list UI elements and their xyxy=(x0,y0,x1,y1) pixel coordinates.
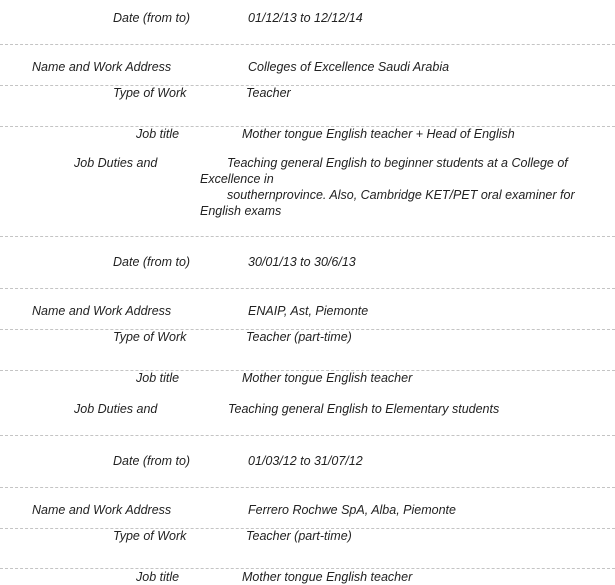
employer-label: Name and Work Address xyxy=(32,503,172,517)
date-label: Date (from to) xyxy=(113,454,191,468)
job-title-value: Mother tongue English teacher + Head of English xyxy=(242,127,515,141)
job-title-label: Job title xyxy=(136,570,180,584)
divider xyxy=(0,236,615,237)
employer-label: Name and Work Address xyxy=(32,304,172,318)
employer-label: Name and Work Address xyxy=(32,60,172,74)
job-duties-line: Excellence in xyxy=(200,172,274,186)
type-of-work-label: Type of Work xyxy=(113,529,187,543)
job-title-label: Job title xyxy=(136,371,180,385)
job-duties-label: Job Duties and xyxy=(74,156,158,170)
job-duties-text: Teaching general English to Elementary students xyxy=(228,402,500,416)
type-of-work-value: Teacher xyxy=(246,86,291,100)
job-title-value: Mother tongue English teacher xyxy=(242,570,413,584)
divider xyxy=(0,435,615,436)
date-label: Date (from to) xyxy=(113,11,191,25)
employer-value: Ferrero Rochwe SpA, Alba, Piemonte xyxy=(248,503,456,517)
job-duties-line: English exams xyxy=(200,204,282,218)
date-value: 01/03/12 to 31/07/12 xyxy=(248,454,363,468)
employer-value: Colleges of Excellence Saudi Arabia xyxy=(248,60,450,74)
type-of-work-value: Teacher (part-time) xyxy=(246,529,352,543)
job-duties-label: Job Duties and xyxy=(74,402,158,416)
divider xyxy=(0,288,615,289)
job-title-value: Mother tongue English teacher xyxy=(242,371,413,385)
date-value: 01/12/13 to 12/12/14 xyxy=(248,11,363,25)
type-of-work-label: Type of Work xyxy=(113,86,187,100)
date-value: 30/01/13 to 30/6/13 xyxy=(248,255,356,269)
job-duties-line: Teaching general English to beginner students at a College of xyxy=(227,156,568,170)
job-title-label: Job title xyxy=(136,127,180,141)
job-duties-text xyxy=(200,155,610,219)
divider xyxy=(0,44,615,45)
employer-value: ENAIP, Ast, Piemonte xyxy=(248,304,369,318)
divider xyxy=(0,487,615,488)
divider xyxy=(0,85,615,86)
date-label: Date (from to) xyxy=(113,255,191,269)
job-duties-line: southernprovince. Also, Cambridge KET/PET oral examiner for xyxy=(227,188,575,202)
type-of-work-label: Type of Work xyxy=(113,330,187,344)
type-of-work-value: Teacher (part-time) xyxy=(246,330,352,344)
